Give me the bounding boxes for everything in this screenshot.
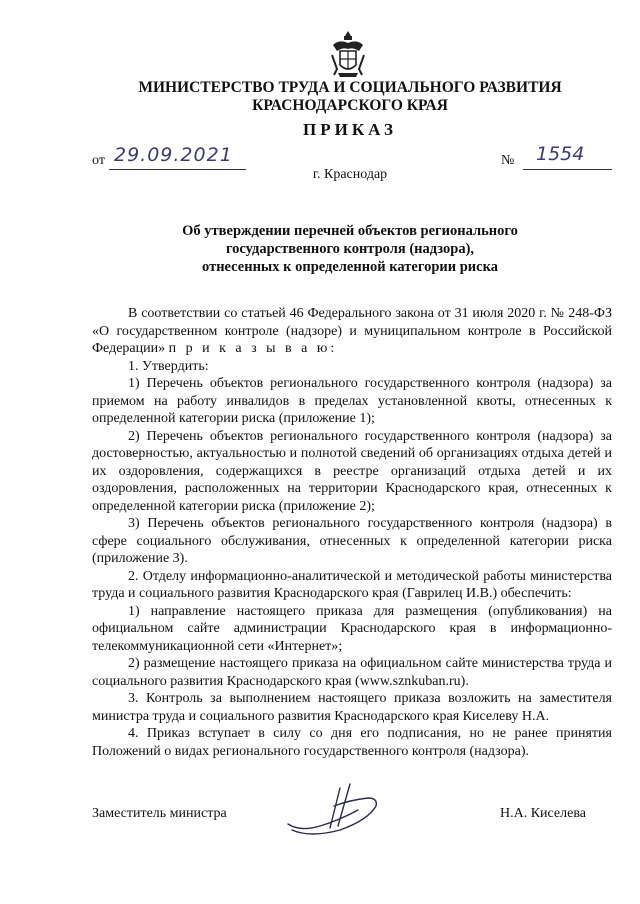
title-line3: отнесенных к определенной категории риска <box>202 259 498 275</box>
paragraph-1-1: 1) Перечень объектов регионального государственного контроля (надзора) за приемом на работу инвалидов в пределах установленной квоты, отнесенных к определенной категории риска (приложение 1); <box>92 376 612 426</box>
krasnodar-coat-of-arms-icon <box>329 29 367 79</box>
handwritten-signature <box>280 780 390 840</box>
intro-command: п р и к а з ы в а ю: <box>168 341 338 356</box>
ministry-name <box>40 79 640 115</box>
number-prefix: № <box>501 153 515 168</box>
paragraph-4: 4. Приказ вступает в силу со дня его подписания, но не ранее принятия Положений о видах регионального государственного контроля (надзора). <box>92 726 612 759</box>
paragraph-2-1: 1) направление настоящего приказа для размещения (опубликования) на официальном сайте администрации Краснодарского края в информационно-телекоммуникационной сети «Интернет»; <box>92 603 612 654</box>
paragraph-1: 1. Утвердить: <box>128 358 209 374</box>
paragraph-1-2: 2) Перечень объектов регионального государственного контроля (надзора) за достоверностью, актуальностью и полнотой сведений об организациях отдыха детей и их оздоровления, содержащихся в реестре организаций отдыха детей и их оздоровления, расположенных на территории Краснодарского края, отнесенных к определенной категории риска (приложение 2); <box>92 428 612 514</box>
signatory-position: Заместитель министра <box>92 806 227 821</box>
ministry-name-line2: КРАСНОДАРСКОГО КРАЯ <box>252 97 448 114</box>
paragraph-1-3: 3) Перечень объектов регионального государственного контроля (надзора) в сфере социального обслуживания, отнесенных к определенной категории риска (приложение 3). <box>92 516 612 566</box>
document-title <box>40 222 640 276</box>
date-prefix: от <box>92 153 105 168</box>
city: г. Краснодар <box>312 167 388 182</box>
document-body <box>92 305 612 760</box>
paragraph-3: 3. Контроль за выполнением настоящего приказа возложить на заместителя министра труда и социального развития Краснодарского края Киселеву Н.А. <box>92 691 612 724</box>
ministry-name-line1: МИНИСТЕРСТВО ТРУДА И СОЦИАЛЬНОГО РАЗВИТИЯ <box>138 79 562 96</box>
paragraph-2-2: 2) размещение настоящего приказа на официальном сайте министерства труда и социального развития Краснодарского края (www.sznkuban.ru). <box>92 656 612 689</box>
intro-paragraph <box>92 305 612 358</box>
handwritten-number: 1554 <box>536 143 585 165</box>
title-line1: Об утверждении перечней объектов регионального <box>182 223 518 239</box>
paragraph-2: 2. Отделу информационно-аналитической и методической работы министерства труда и социального развития Краснодарского края (Гаврилец И.В.) обеспечить: <box>92 568 612 601</box>
title-line2: государственного контроля (надзора), <box>225 241 475 257</box>
handwritten-date: 29.09.2021 <box>114 144 233 166</box>
document-type: ПРИКАЗ <box>303 120 397 139</box>
signatory-name: Н.А. Киселева <box>500 806 586 821</box>
intro-text: В соответствии со статьей 46 Федерального закона от 31 июля 2020 г. № 248-ФЗ «О государственном контроле (надзоре) и муниципальном контроле в Российской Федерации» <box>92 306 612 356</box>
